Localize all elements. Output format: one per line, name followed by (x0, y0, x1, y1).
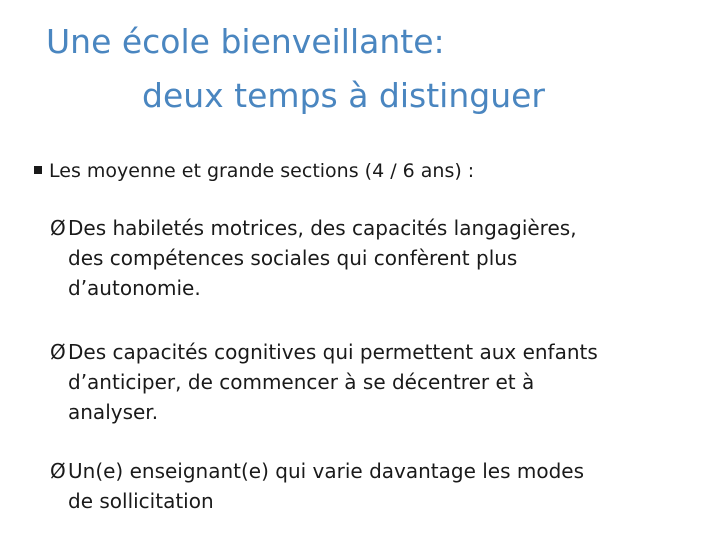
list-item-teacher (50, 456, 584, 516)
list-item-line: d’autonomie. (68, 276, 201, 300)
list-item-line: d’anticiper, de commencer à se décentrer et à (68, 370, 535, 394)
list-item-line: Des habiletés motrices, des capacités langagières, (68, 216, 577, 240)
arrow-bullet-icon: Ø (50, 459, 66, 483)
list-item-line: de sollicitation (68, 489, 214, 513)
arrow-bullet-icon: Ø (50, 216, 66, 240)
list-item-line: Des capacités cognitives qui permettent aux enfants (68, 340, 598, 364)
list-item-line: des compétences sociales qui confèrent plus (68, 246, 518, 270)
section-heading-text: Les moyenne et grande sections (4 / 6 ans) : (49, 160, 475, 182)
slide-title-line-1: Une école bienveillante: (46, 22, 445, 61)
section-heading (34, 158, 474, 184)
list-item-cognitive-skills (50, 337, 598, 427)
slide-title-line-2: deux temps à distinguer (142, 76, 545, 115)
list-item-motor-skills (50, 213, 577, 303)
arrow-bullet-icon: Ø (50, 340, 66, 364)
list-item-line: analyser. (68, 400, 159, 424)
list-item-line: Un(e) enseignant(e) qui varie davantage les modes (68, 459, 585, 483)
square-bullet-icon (34, 166, 42, 174)
